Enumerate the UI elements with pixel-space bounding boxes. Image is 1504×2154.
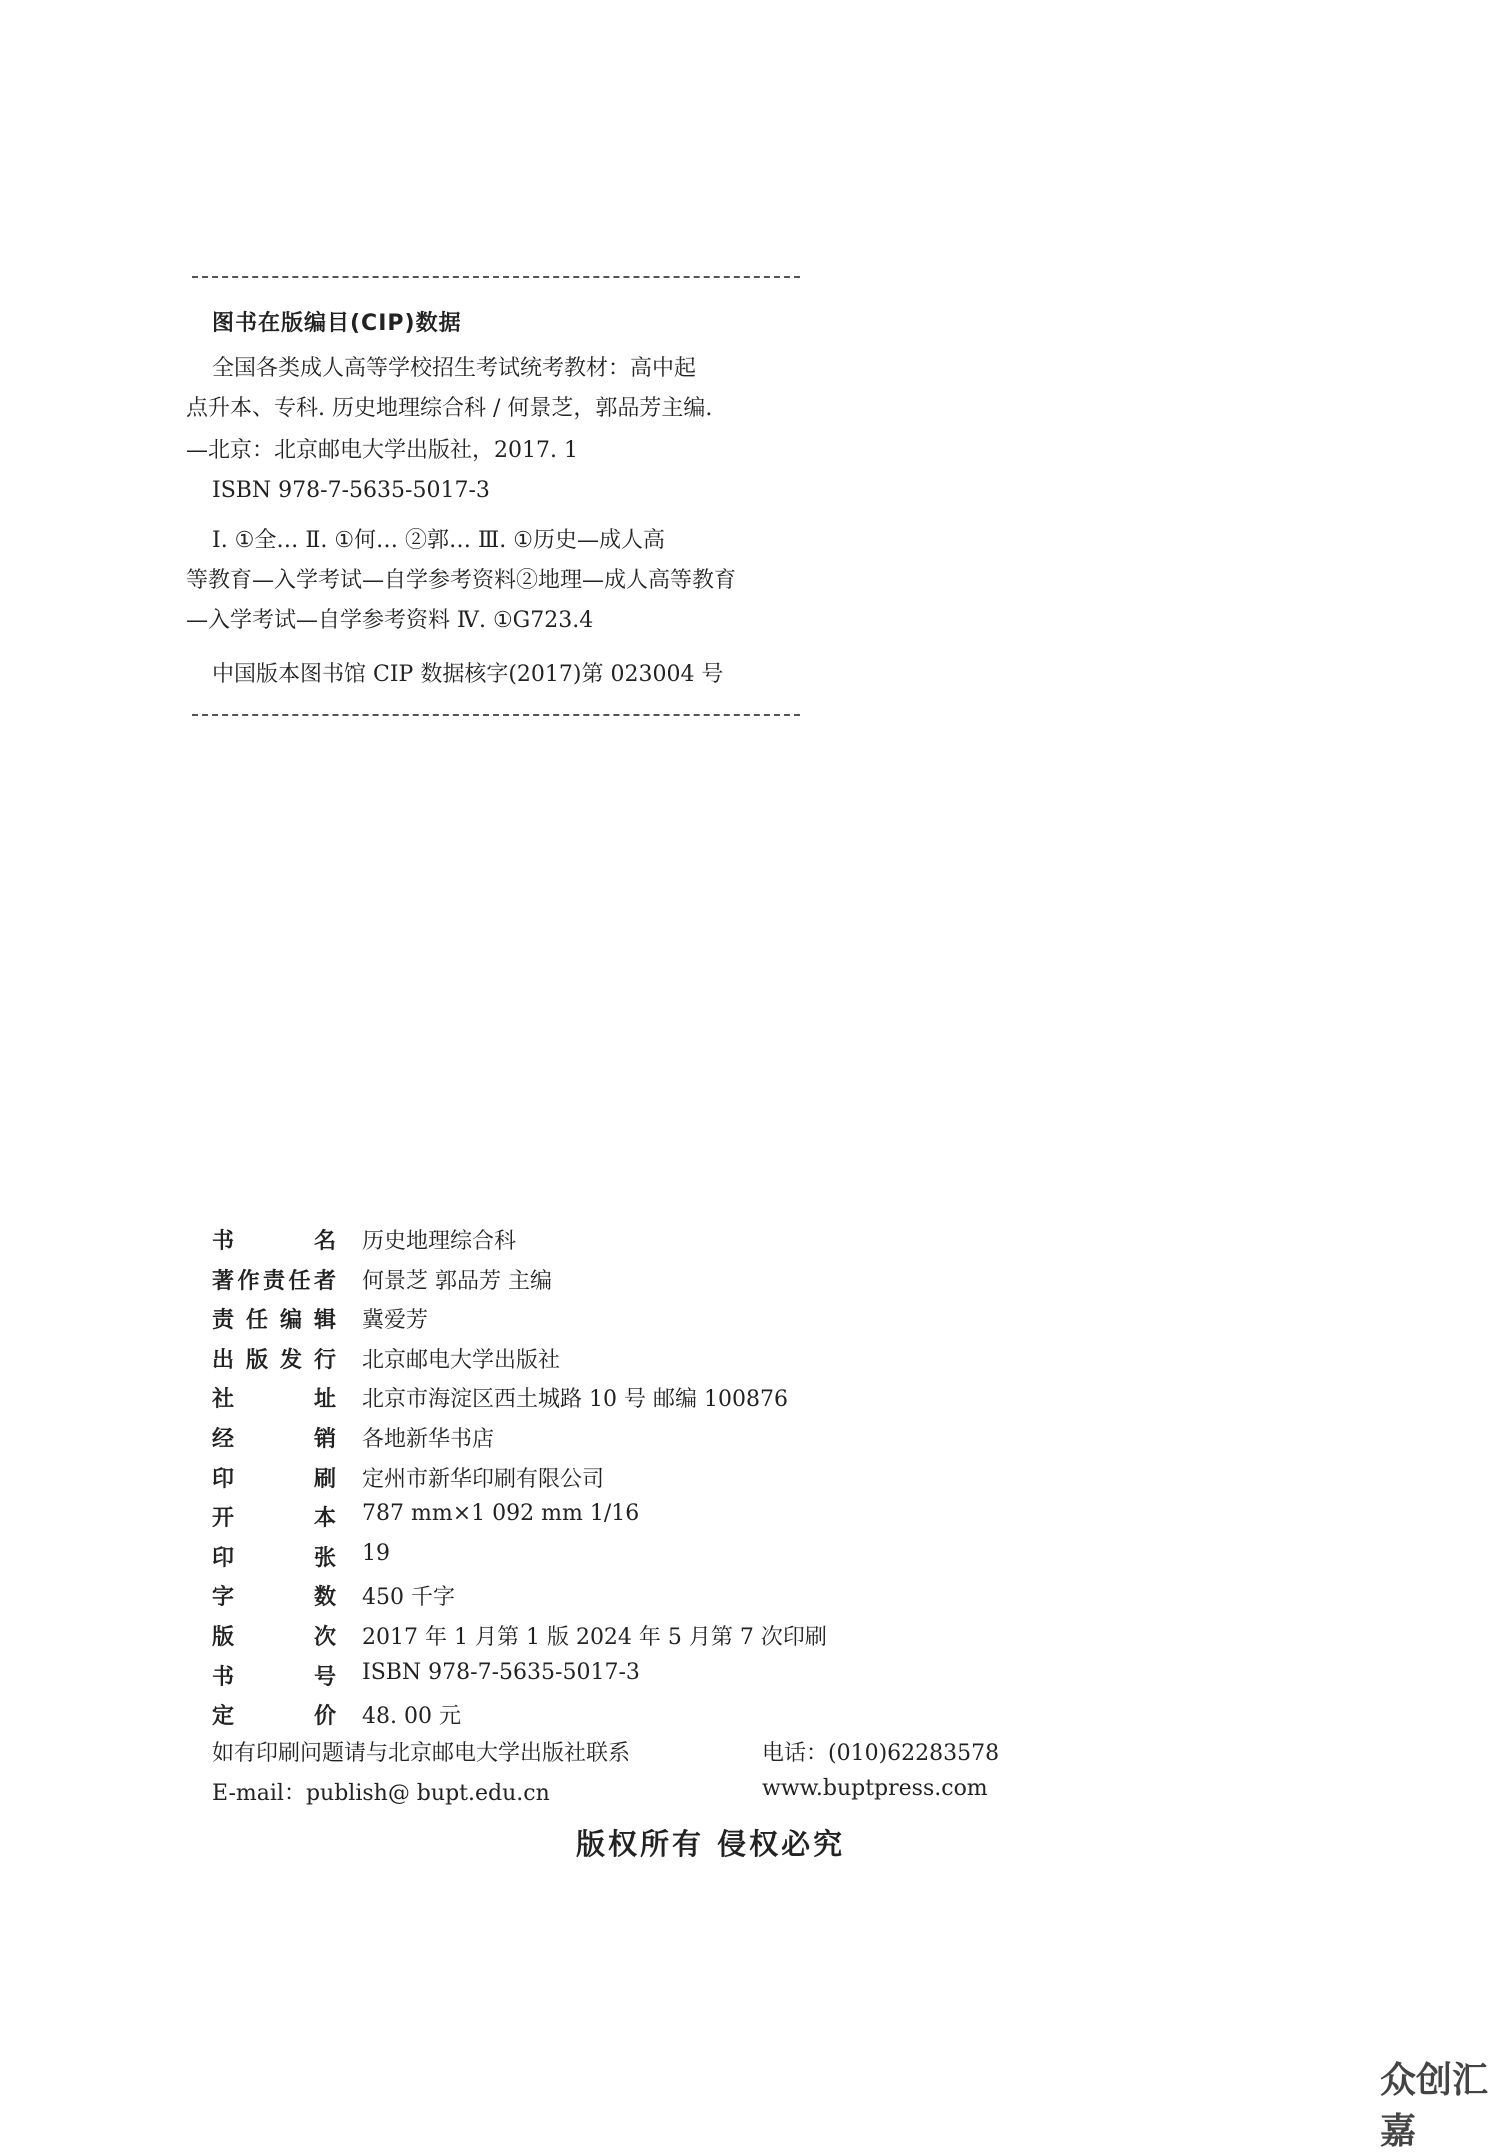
info-value: 何景芝 郭品芳 主编 xyxy=(362,1268,552,1294)
info-label xyxy=(212,1699,336,1730)
info-label xyxy=(212,1660,336,1691)
cip-line: ISBN 978-7-5635-5017-3 xyxy=(212,478,490,503)
cip-line: 等教育—入学考试—自学参考资料②地理—成人高等教育 xyxy=(186,568,737,593)
info-value: 北京邮电大学出版社 xyxy=(362,1347,561,1373)
website: www.buptpress.com xyxy=(762,1776,988,1801)
info-label-char: 销 xyxy=(313,1427,336,1452)
info-label xyxy=(212,1382,336,1413)
info-label-char: 任 xyxy=(245,1308,268,1334)
info-value: 定州市新华印刷有限公司 xyxy=(362,1466,605,1492)
cip-line: 中国版本图书馆 CIP 数据核字(2017)第 023004 号 xyxy=(212,662,724,687)
cip-line: —入学考试—自学参考资料 Ⅳ. ①G723.4 xyxy=(186,608,594,633)
info-label-char: 著 xyxy=(212,1268,235,1294)
cip-line: —北京：北京邮电大学出版社，2017. 1 xyxy=(186,438,578,463)
info-label xyxy=(212,1422,336,1453)
info-label xyxy=(212,1343,336,1374)
info-label-char: 版 xyxy=(212,1625,235,1650)
info-label-char: 价 xyxy=(313,1704,336,1730)
info-label-char: 发 xyxy=(279,1347,302,1373)
info-label-char: 编 xyxy=(279,1308,302,1334)
info-label-char: 任 xyxy=(288,1268,311,1294)
info-label-char: 印 xyxy=(212,1545,235,1571)
info-value: 19 xyxy=(362,1540,390,1566)
info-label xyxy=(212,1264,336,1295)
info-label-char: 印 xyxy=(212,1466,235,1492)
email-address: E-mail：publish@ bupt.edu.cn xyxy=(212,1781,550,1806)
info-label-char: 作 xyxy=(237,1268,260,1294)
info-label-char: 字 xyxy=(212,1585,235,1611)
watermark-logo: 众创汇嘉 xyxy=(1380,2060,1489,2152)
info-label-char: 经 xyxy=(212,1427,235,1452)
info-label-char: 张 xyxy=(313,1545,336,1571)
info-label-char: 址 xyxy=(313,1387,336,1413)
info-label-char: 版 xyxy=(245,1347,268,1373)
info-label xyxy=(212,1501,336,1532)
info-label-char: 本 xyxy=(313,1506,336,1532)
info-label-char: 辑 xyxy=(313,1308,336,1334)
info-label xyxy=(212,1541,336,1572)
info-label-char: 刷 xyxy=(313,1466,336,1492)
copyright-notice: 版权所有 侵权必究 xyxy=(576,1827,846,1861)
info-label-char: 数 xyxy=(313,1585,336,1611)
info-label-char: 次 xyxy=(313,1625,336,1650)
info-label-char: 开 xyxy=(212,1506,235,1532)
phone-number: 电话：(010)62283578 xyxy=(762,1741,1000,1766)
cip-title: 图书在版编目(CIP)数据 xyxy=(212,311,462,336)
info-value: ISBN 978-7-5635-5017-3 xyxy=(362,1659,640,1685)
info-label-char: 社 xyxy=(212,1387,235,1413)
info-value: 北京市海淀区西土城路 10 号 邮编 100876 xyxy=(362,1387,788,1413)
cip-line: Ⅰ. ①全… Ⅱ. ①何… ②郭… Ⅲ. ①历史—成人高 xyxy=(212,528,665,553)
cip-bottom-divider xyxy=(192,714,800,716)
info-label xyxy=(212,1462,336,1493)
info-value: 48. 00 元 xyxy=(362,1704,461,1730)
info-label-char: 名 xyxy=(313,1229,336,1254)
info-label-char: 责 xyxy=(262,1268,285,1294)
info-value: 历史地理综合科 xyxy=(362,1229,517,1254)
info-label-char: 者 xyxy=(313,1268,336,1294)
info-label xyxy=(212,1303,336,1334)
cip-line: 全国各类成人高等学校招生考试统考教材：高中起 xyxy=(212,356,697,381)
info-value: 450 千字 xyxy=(362,1585,455,1611)
info-label-char: 定 xyxy=(212,1704,235,1730)
info-value: 冀爱芳 xyxy=(362,1308,429,1334)
info-label xyxy=(212,1580,336,1611)
info-label-char: 责 xyxy=(212,1308,235,1334)
cip-top-divider xyxy=(192,276,800,278)
info-label-char: 书 xyxy=(212,1229,235,1254)
info-label-char: 出 xyxy=(212,1347,235,1373)
info-label xyxy=(212,1224,336,1255)
info-label-char: 行 xyxy=(313,1347,336,1373)
info-label xyxy=(212,1620,336,1651)
info-label-char: 号 xyxy=(313,1664,336,1690)
info-value: 各地新华书店 xyxy=(362,1427,495,1452)
info-value: 2017 年 1 月第 1 版 2024 年 5 月第 7 次印刷 xyxy=(362,1625,827,1650)
print-issue-note: 如有印刷问题请与北京邮电大学出版社联系 xyxy=(212,1741,631,1766)
info-label-char: 书 xyxy=(212,1664,235,1690)
cip-line: 点升本、专科. 历史地理综合科 / 何景芝，郭品芳主编. xyxy=(186,396,713,421)
info-value: 787 mm×1 092 mm 1/16 xyxy=(362,1501,640,1527)
